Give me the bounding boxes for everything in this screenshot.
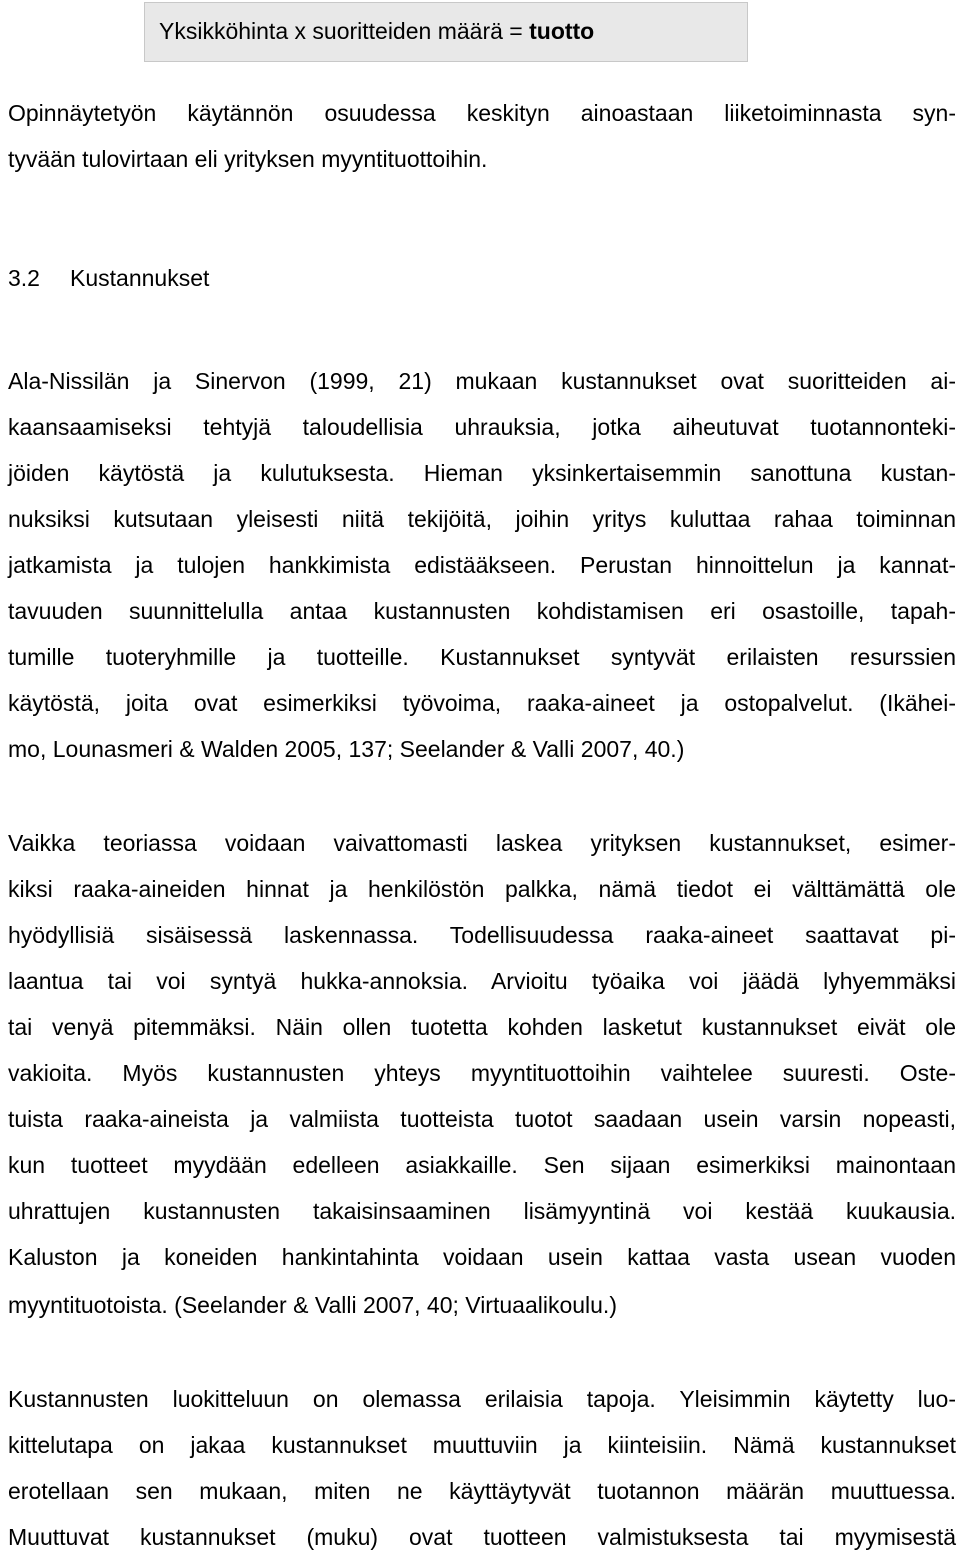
intro-line: tyvään tulovirtaan eli yrityksen myyntituottoihin. <box>8 146 488 172</box>
paragraph-line: Ala-Nissilän ja Sinervon (1999, 21) mukaan kustannukset ovat suoritteiden ai- <box>8 368 956 394</box>
paragraph-line: kiksi raaka-aineiden hinnat ja henkilöstön palkka, nämä tiedot ei välttämättä ole <box>8 876 956 902</box>
paragraph-line: tai venyä pitemmäksi. Näin ollen tuotetta kohden lasketut kustannukset eivät ole <box>8 1014 956 1040</box>
section-number: 3.2 <box>8 265 40 291</box>
paragraph-line: nuksiksi kutsutaan yleisesti niitä tekijöitä, joihin yritys kuluttaa rahaa toiminnan <box>8 506 956 532</box>
paragraph-line: laantua tai voi syntyä hukka-annoksia. Arvioitu työaika voi jäädä lyhyemmäksi <box>8 968 956 994</box>
formula-text: Yksikköhinta x suoritteiden määrä = <box>159 18 530 44</box>
paragraph-line: Kustannusten luokitteluun on olemassa erilaisia tapoja. Yleisimmin käytetty luo- <box>8 1386 956 1412</box>
paragraph-line: kun tuotteet myydään edelleen asiakkaille. Sen sijaan esimerkiksi mainontaan <box>8 1152 956 1178</box>
formula-box <box>144 2 748 62</box>
paragraph-line: käytöstä, joita ovat esimerkiksi työvoima, raaka-aineet ja ostopalvelut. (Ikähei- <box>8 690 956 716</box>
paragraph-line: kittelutapa on jakaa kustannukset muuttuviin ja kiinteisiin. Nämä kustannukset <box>8 1432 956 1458</box>
paragraph-line: Vaikka teoriassa voidaan vaivattomasti laskea yrityksen kustannukset, esimer- <box>8 830 956 856</box>
section-heading <box>8 263 209 293</box>
paragraph-line: hyödyllisiä sisäisessä laskennassa. Todellisuudessa raaka-aineet saattavat pi- <box>8 922 956 948</box>
paragraph-line: mo, Lounasmeri & Walden 2005, 137; Seelander & Valli 2007, 40.) <box>8 736 685 762</box>
paragraph-line: tumille tuoteryhmille ja tuotteille. Kustannukset syntyvät erilaisten resurssien <box>8 644 956 670</box>
paragraph-line: erotellaan sen mukaan, miten ne käyttäytyvät tuotannon määrän muuttuessa. <box>8 1478 956 1504</box>
paragraph-line: jöiden käytöstä ja kulutuksesta. Hieman yksinkertaisemmin sanottuna kustan- <box>8 460 956 486</box>
paragraph-line: kaansaamiseksi tehtyjä taloudellisia uhrauksia, jotka aiheutuvat tuotannonteki- <box>8 414 956 440</box>
paragraph-line: myyntituotoista. (Seelander & Valli 2007, 40; Virtuaalikoulu.) <box>8 1292 617 1318</box>
section-title: Kustannukset <box>70 265 210 291</box>
paragraph-line: jatkamista ja tulojen hankkimista edistääkseen. Perustan hinnoittelun ja kannat- <box>8 552 956 578</box>
paragraph-line: Kaluston ja koneiden hankintahinta voidaan usein kattaa vasta usean vuoden <box>8 1244 956 1270</box>
paragraph-line: tavuuden suunnittelulla antaa kustannusten kohdistamisen eri osastoille, tapah- <box>8 598 956 624</box>
paragraph-line: vakioita. Myös kustannusten yhteys myyntituottoihin vaihtelee suuresti. Oste- <box>8 1060 956 1086</box>
formula-result: tuotto <box>529 18 595 44</box>
paragraph-line: uhrattujen kustannusten takaisinsaaminen lisämyyntinä voi kestää kuukausia. <box>8 1198 956 1224</box>
intro-line: Opinnäytetyön käytännön osuudessa keskityn ainoastaan liiketoiminnasta syn- <box>8 100 956 126</box>
paragraph-line: Muuttuvat kustannukset (muku) ovat tuotteen valmistuksesta tai myymisestä <box>8 1524 956 1550</box>
paragraph-line: tuista raaka-aineista ja valmiista tuotteista tuotot saadaan usein varsin nopeasti, <box>8 1106 956 1132</box>
